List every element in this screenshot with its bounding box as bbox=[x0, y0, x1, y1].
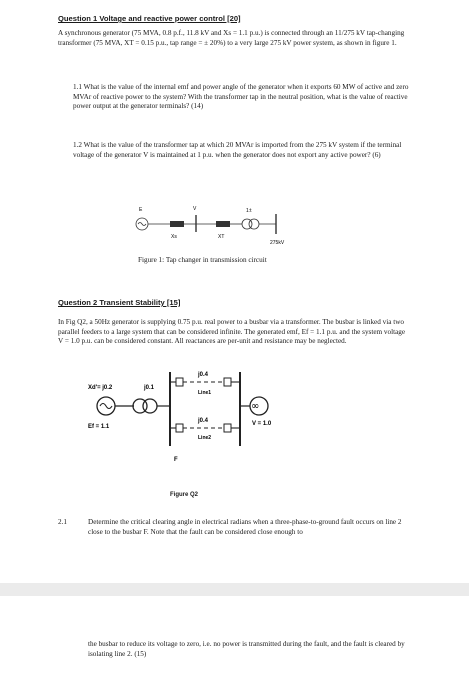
question-2-intro: In Fig Q2, a 50Hz generator is supplying 0.75 p.u. real power to a busbar via a transformer. The busbar is linked via two parallel feeders to a large system that can be considered infinite. The generated emf, Ef = 1.1 p.u. and the system voltage V = 1.0 p.u. can be considered constant. All reactances are per-unit and resistance may be neglected. bbox=[58, 318, 406, 346]
question-1-1: 1.1 What is the value of the internal emf and power angle of the generator when it exports 60 MW of active and zero MVAr of reactive power to the system? With the transformer tap in the neutral position, what is the value of reactive power output at the generator terminals? (14) bbox=[73, 83, 409, 111]
infinity-symbol-icon: ∞ bbox=[251, 401, 260, 412]
fig2-v-label: V = 1.0 bbox=[252, 421, 272, 427]
figure-1-caption: Figure 1: Tap changer in transmission circuit bbox=[138, 256, 267, 264]
fig1-v-label: V bbox=[193, 206, 197, 212]
fig2-xt-label: j0.1 bbox=[144, 385, 155, 391]
question-2-1-number: 2.1 bbox=[58, 518, 67, 526]
figure-1-circuit-diagram bbox=[130, 198, 330, 248]
question-1-heading: Question 1 Voltage and reactive power control [20] bbox=[58, 14, 241, 23]
fig1-xs-label: Xs bbox=[171, 234, 177, 240]
fig2-f-label: F bbox=[174, 457, 178, 463]
question-1-2: 1.2 What is the value of the transformer tap at which 20 MVAr is imported from the 275 kV system if the terminal voltage of the generator V is maintained at 1 p.u. when the generator does not export any active power? (6) bbox=[73, 141, 402, 159]
question-1-intro: A synchronous generator (75 MVA, 0.8 p.f., 11.8 kV and Xs = 1.1 p.u.) is connected through an 11/275 kV tap-changing transformer (75 MVA, XT = 0.15 p.u., tap range = ± 20%) to a very large 275 kV power system, as shown in figure 1. bbox=[58, 29, 405, 47]
fig1-e-label: E bbox=[139, 207, 143, 213]
question-2-1-continued: the busbar to reduce its voltage to zero, i.e. no power is transmitted during the fault, and the fault is cleared by isolating line 2. (15) bbox=[88, 640, 405, 658]
figure-q2-caption: Figure Q2 bbox=[170, 492, 199, 498]
fig1-xt-label: XT bbox=[218, 234, 225, 240]
fig2-ef-label: Ef = 1.1 bbox=[88, 424, 110, 430]
fig1-tap-label: 1:t bbox=[246, 208, 252, 214]
fig1-bus-label: 275kV bbox=[270, 240, 285, 246]
fig2-xd-label: Xd'= j0.2 bbox=[88, 385, 113, 391]
figure-q2-circuit-diagram bbox=[84, 366, 314, 476]
document-page-2 bbox=[0, 596, 469, 700]
question-2-1: Determine the critical clearing angle in electrical radians when a three-phase-to-ground fault occurs on line 2 close to the busbar F. Note that the fault can be considered close enough to bbox=[88, 518, 402, 536]
fig2-line2-label: Line2 bbox=[198, 435, 212, 441]
question-2-heading: Question 2 Transient Stability [15] bbox=[58, 298, 181, 307]
fig2-line1-label: Line1 bbox=[198, 390, 212, 396]
fig2-line1-reactance: j0.4 bbox=[198, 372, 209, 378]
fig2-line2-reactance: j0.4 bbox=[198, 418, 209, 424]
